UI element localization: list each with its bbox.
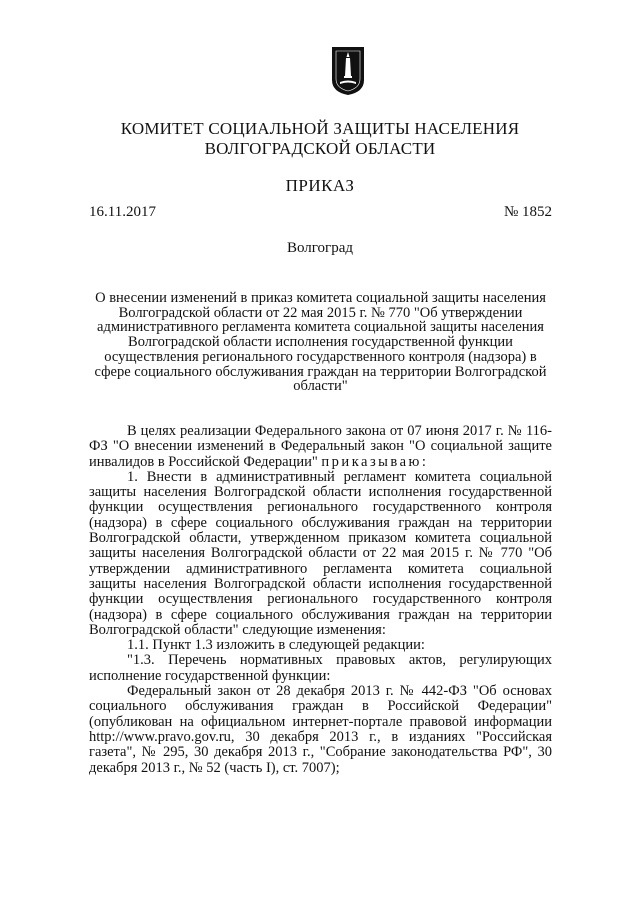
body-paragraph-1-text: В целях реализации Федерального закона от 07 июня 2017 г. № 116-ФЗ "О внесении изменений в Федеральный закон "О социальной защите инвалидов в Российской Федерации": [89, 423, 552, 470]
body-paragraph-4: "1.3. Перечень нормативных правовых актов, регулирующих исполнение государственной функции:: [89, 652, 552, 684]
document-type: ПРИКАЗ: [285, 176, 355, 195]
order-word: приказываю: [321, 453, 422, 470]
body-paragraph-1-end: :: [421, 453, 426, 470]
body-paragraph-3: 1.1. Пункт 1.3 изложить в следующей редакции:: [127, 637, 425, 654]
document-date: 16.11.2017: [89, 204, 156, 220]
volgograd-coat-of-arms-icon: [331, 46, 365, 96]
committee-line-2: ВОЛГОГРАДСКОЙ ОБЛАСТИ: [204, 139, 436, 158]
document-city: Волгоград: [286, 240, 353, 256]
body-paragraph-1: [89, 424, 552, 470]
body-paragraph-5: Федеральный закон от 28 декабря 2013 г. № 442-ФЗ "Об основах социального обслуживания граждан в Российской Федерации" (опубликован на официальном интернет-портале правовой информации http://www.pravo.gov.ru, 30 декабря 2013 г., в изданиях "Российская газета", № 295, 30 декабря 2013 г., "Собрание законодательства РФ", 30 декабря 2013 г., № 52 (часть I), ст. 7007);: [89, 683, 552, 776]
document-subject: О внесении изменений в приказ комитета социальной защиты населения Волгоградской области от 22 мая 2015 г. № 770 "Об утверждении административного регламента комитета социальной защиты населения Волгоградской области исполнения государственной функции осуществления регионального государственного контроля (надзора) в сфере социального обслуживания граждан на территории Волгоградской области": [94, 290, 547, 395]
body-paragraph-2: 1. Внести в административный регламент комитета социальной защиты населения Волгоградской области исполнения государственной функции осуществления регионального государственного контроля (надзора) в сфере социального обслуживания граждан на территории Волгоградской области, утвержденном приказом комитета социальной защиты населения Волгоградской области от 22 мая 2015 г. № 770 "Об утверждении административного регламента комитета социальной защиты населения Волгоградской области исполнения государственной функции осуществления регионального государственного контроля (надзора) в сфере социального обслуживания граждан на территории Волгоградской области" следующие изменения:: [89, 468, 552, 638]
committee-line-1: КОМИТЕТ СОЦИАЛЬНОЙ ЗАЩИТЫ НАСЕЛЕНИЯ: [120, 119, 520, 138]
document-number: № 1852: [503, 204, 552, 220]
committee-name: [0, 119, 640, 159]
document-body: [89, 424, 552, 776]
